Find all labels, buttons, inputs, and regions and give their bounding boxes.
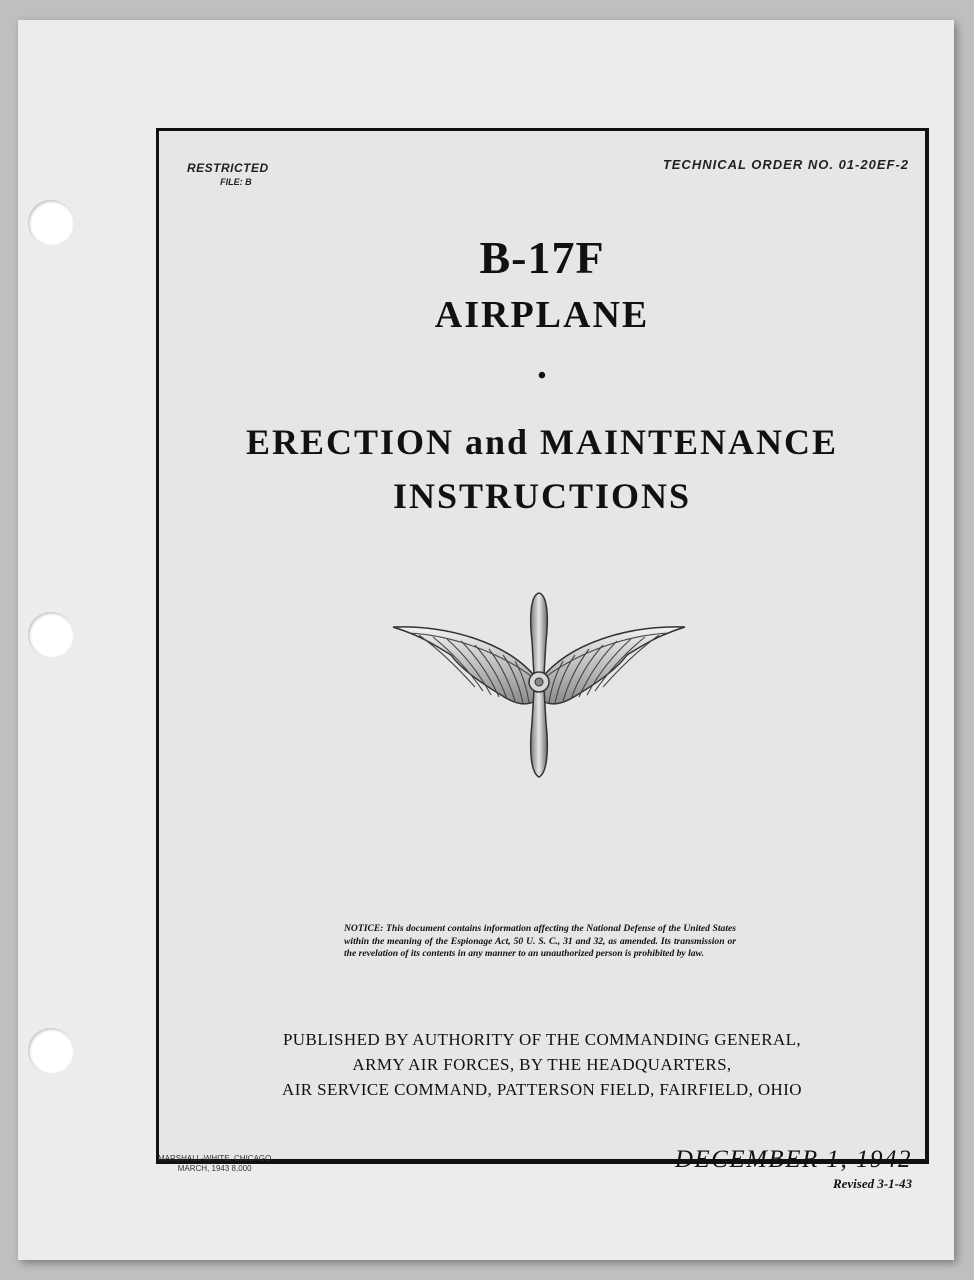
technical-order-number: TECHNICAL ORDER NO. 01-20EF-2 [662,157,909,172]
binder-hole-middle [28,612,74,658]
binder-hole-bottom [28,1028,74,1074]
espionage-notice: NOTICE: This document contains information affecting the National Defense of the United States within the meaning of the Espionage Act, 50 U. S. C., 31 and 32, as amended. Its transmission or the revelation of its contents in any manner to an unauthorized person is prohibited by law. [344,923,736,959]
title-separator: • [537,363,547,389]
document-title-line1: ERECTION and MAINTENANCE [245,422,839,462]
aircraft-type: AIRPLANE [434,294,650,336]
document-page [18,20,954,1260]
document-title-line2: INSTRUCTIONS [392,476,692,516]
publisher-line2: ARMY AIR FORCES, BY THE HEADQUARTERS, [352,1055,732,1074]
winged-propeller-emblem-icon [389,591,689,781]
printer-line1: MARSHALL-WHITE, CHICAGO [158,1154,272,1163]
publisher-line1: PUBLISHED BY AUTHORITY OF THE COMMANDING GENERAL, [282,1030,802,1049]
aircraft-model: B-17F [479,232,605,283]
file-label: FILE: B [220,177,252,187]
cover-frame [156,128,929,1164]
binder-hole-top [28,200,74,246]
classification-block [187,161,269,187]
classification-label: RESTRICTED [187,161,269,175]
publication-date: DECEMBER 1, 1942 [674,1146,912,1173]
publisher-line3: AIR SERVICE COMMAND, PATTERSON FIELD, FAIRFIELD, OHIO [282,1080,802,1099]
publication-date-block [675,1146,912,1192]
revision-date: Revised 3-1-43 [832,1176,912,1191]
printer-imprint [158,1154,271,1174]
publisher-block [159,1027,925,1102]
printer-line2: MARCH, 1943 8,000 [177,1164,252,1173]
